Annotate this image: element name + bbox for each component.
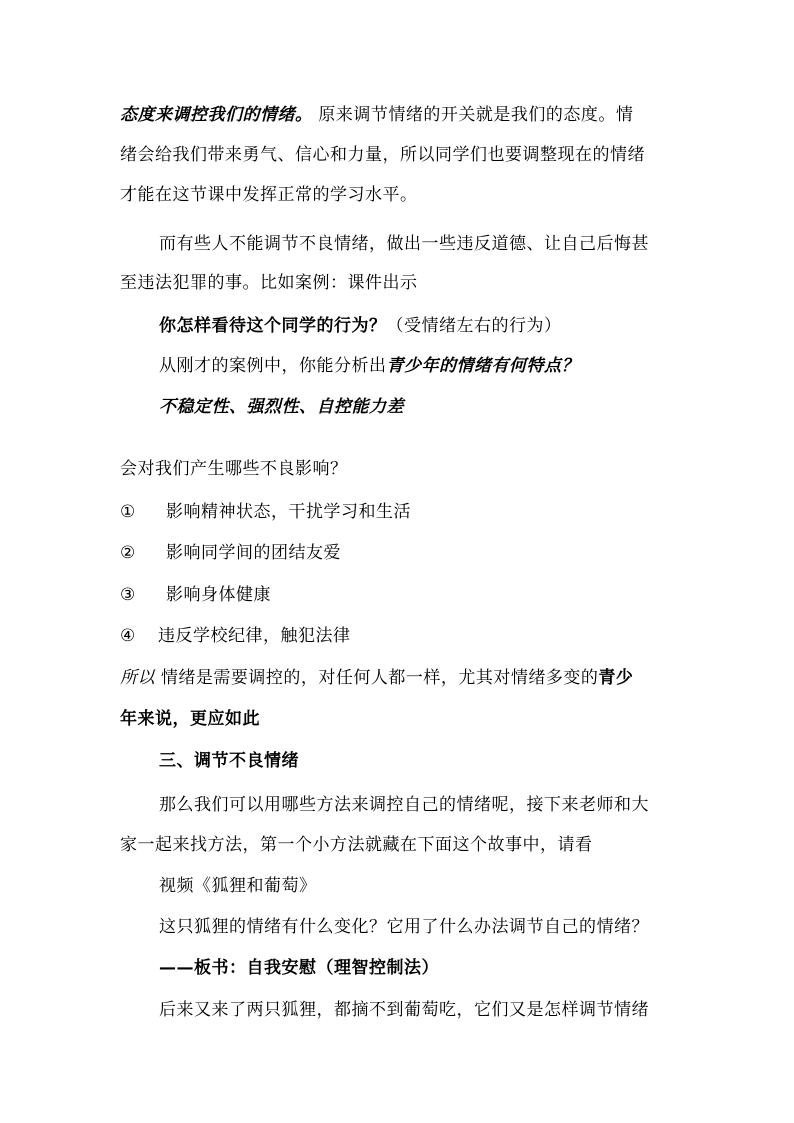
question-fox: 这只狐狸的情绪有什么变化？它用了什么办法调节自己的情绪？ <box>159 917 649 937</box>
board-note: ——板书：自我安慰（理智控制法） <box>159 958 439 978</box>
paragraph-3-line-2: 家一起来找方法，第一个小方法就藏在下面这个故事中，请看 <box>120 835 593 855</box>
question-behavior-note: （受情绪左右的行为） <box>386 316 562 336</box>
paragraph-2-line-2: 至违法犯罪的事。比如案例：课件出示 <box>120 273 418 293</box>
conclusion-line-1 <box>120 666 633 690</box>
effect-item-1 <box>120 500 411 524</box>
effect-text: 影响身体健康 <box>166 585 271 605</box>
conclusion-text: 情绪是需要调控的，对任何人都一样，尤其对情绪多变的 <box>155 668 599 688</box>
question-behavior-bold: 你怎样看待这个同学的行为？ <box>159 316 387 336</box>
question-traits <box>159 354 579 378</box>
question-traits-emphasis: 青少年的情绪有何特点？ <box>386 356 579 376</box>
traits-answer: 不稳定性、强烈性、自控能力差 <box>159 397 404 417</box>
section-title: 三、调节不良情绪 <box>159 751 299 771</box>
paragraph-1-line-3: 才能在这节课中发挥正常的学习水平。 <box>120 185 418 205</box>
conclusion-line-2: 年来说，更应如此 <box>120 709 260 729</box>
paragraph-3-line-1: 那么我们可以用哪些方法来调控自己的情绪呢，接下来老师和大 <box>159 795 649 815</box>
effect-text: 影响同学间的团结友爱 <box>166 543 341 563</box>
paragraph-2-line-1: 而有些人不能调节不良情绪，做出一些违反道德、让自己后悔甚 <box>159 234 649 254</box>
paragraph-1-line-2: 绪会给我们带来勇气、信心和力量，所以同学们也要调整现在的情绪 <box>120 145 645 165</box>
paragraph-4: 后来又来了两只狐狸，都摘不到葡萄吃，它们又是怎样调节情绪 <box>159 1000 649 1020</box>
effect-marker: ④ <box>120 626 136 646</box>
effect-text: 违反学校纪律，触犯法律 <box>158 626 351 646</box>
effect-marker: ③ <box>120 585 136 605</box>
effects-intro: 会对我们产生哪些不良影响？ <box>120 459 348 479</box>
conclusion-youth: 青少 <box>598 668 634 688</box>
attitude-emphasis: 态度来调控我们的情绪。 <box>120 105 313 125</box>
effect-marker: ② <box>120 543 136 563</box>
video-title: 视频《狐狸和葡萄》 <box>159 876 317 896</box>
conclusion-so: 所以 <box>120 668 155 688</box>
effect-text: 影响精神状态，干扰学习和生活 <box>166 502 411 522</box>
effect-item-4 <box>120 624 351 648</box>
question-traits-prefix: 从刚才的案例中，你能分析出 <box>159 356 387 376</box>
effect-marker: ① <box>120 502 136 522</box>
question-behavior <box>159 314 562 338</box>
effect-item-3 <box>120 583 271 607</box>
paragraph-1-text: 原来调节情绪的开关就是我们的态度。情 <box>312 105 634 125</box>
paragraph-1-line-1 <box>120 103 633 127</box>
effect-item-2 <box>120 541 341 565</box>
